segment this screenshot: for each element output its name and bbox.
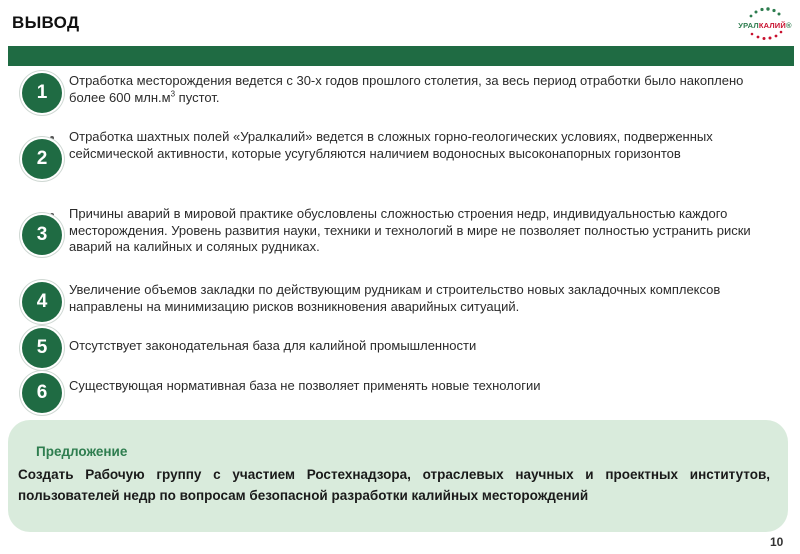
conclusion-text: Отсутствует законодательная база для калийной промышленности	[69, 338, 477, 353]
header-divider-bar	[8, 46, 794, 66]
bullet-marker	[50, 136, 54, 140]
page-number: 10	[770, 535, 784, 549]
conclusion-text: Отработка месторождения ведется с 30-х годов прошлого столетия, за весь период отработки было накоплено более 600 $млн.м^3$ пустот.	[69, 73, 744, 105]
number-badge: 4	[22, 282, 62, 322]
conclusion-text: Отработка шахтных полей «Уралкалий» ведется в сложных горно-геологических условиях, подверженных сейсмической активности, которые усугубляются наличием водоносных высоконапорных горизонтов	[69, 129, 713, 161]
number-badge: 3	[22, 215, 62, 255]
number-badge: 5	[22, 328, 62, 368]
conclusion-text: Увеличение объемов закладки по действующим рудникам и строительство новых закладочных комплексов направлены на минимизацию рисков возникновения аварийных ситуаций.	[69, 282, 721, 314]
uralkali-logo	[736, 4, 794, 44]
number-badge: 2	[22, 139, 62, 179]
number-badge: 1	[22, 73, 62, 113]
page-title: ВЫВОД	[12, 13, 80, 32]
logo-wordmark: УРАЛКАЛИЙ®	[738, 21, 792, 30]
proposal-title: Предложение	[36, 444, 128, 459]
proposal-text: Создать Рабочую группу с участием Ростехнадзора, отраслевых научных и проектных институтов, пользователей недр по вопросам безопасной разработки калийных месторождений	[18, 467, 770, 503]
number-badge: 6	[22, 373, 62, 413]
conclusion-text: Причины аварий в мировой практике обусловлены сложностью строения недр, индивидуальностью каждого месторождения. Уровень развития науки, техники и технологий в мире не позволяет полностью устранить риски аварий на калийных и соляных рудниках.	[69, 206, 751, 254]
conclusion-text: Существующая нормативная база не позволяет применять новые технологии	[69, 378, 541, 393]
